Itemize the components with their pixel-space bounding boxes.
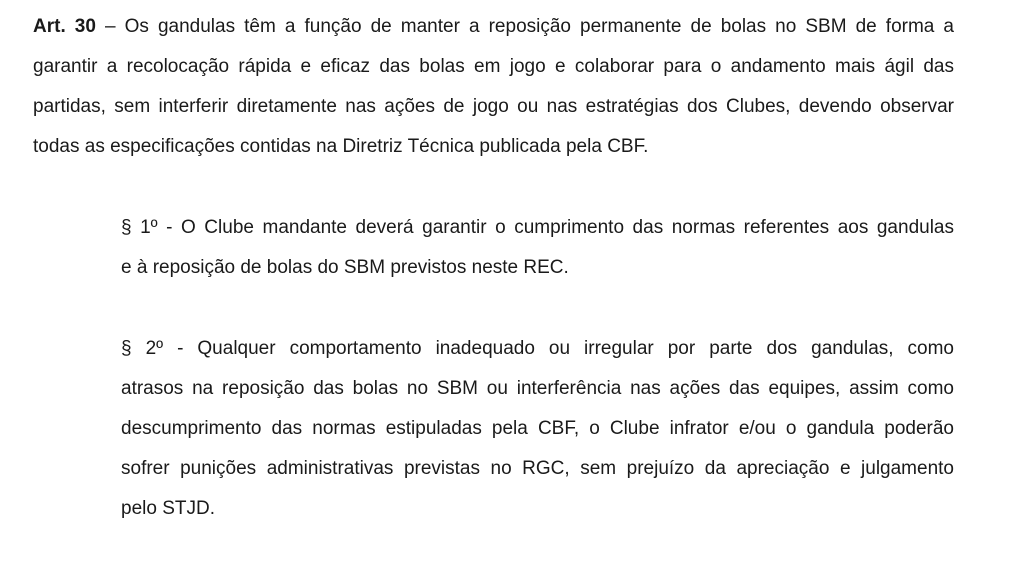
paragraph-1-line-2: e à reposição de bolas do SBM previstos neste REC. bbox=[121, 257, 569, 278]
paragraph-2-line-3: descumprimento das normas estipuladas pela CBF, o Clube infrator e/ou o gandula poderão bbox=[121, 418, 954, 439]
article-line-3: partidas, sem interferir diretamente nas ações de jogo ou nas estratégias dos Clubes, devendo observar bbox=[33, 96, 954, 117]
article-30 bbox=[33, 7, 954, 167]
article-line-2: garantir a recolocação rápida e eficaz das bolas em jogo e colaborar para o andamento mais ágil das bbox=[33, 56, 954, 77]
paragraph-2-line-5: pelo STJD. bbox=[121, 498, 215, 519]
article-line-4: todas as especificações contidas na Diretriz Técnica publicada pela CBF. bbox=[33, 136, 649, 157]
paragraph-2-line-4: sofrer punições administrativas previstas no RGC, sem prejuízo da apreciação e julgamento bbox=[121, 458, 954, 479]
paragraph-1-line-1: § 1º - O Clube mandante deverá garantir o cumprimento das normas referentes aos gandulas bbox=[121, 217, 954, 238]
paragraph-2-line-2: atrasos na reposição das bolas no SBM ou interferência nas ações das equipes, assim como bbox=[121, 378, 954, 399]
article-label: Art. 30 bbox=[33, 16, 96, 37]
paragraph-1 bbox=[121, 208, 954, 288]
article-line-1: Art. 30 – Os gandulas têm a função de manter a reposição permanente de bolas no SBM de forma a bbox=[33, 16, 954, 37]
paragraph-2-line-1: § 2º - Qualquer comportamento inadequado ou irregular por parte dos gandulas, como bbox=[121, 338, 954, 359]
paragraph-2 bbox=[121, 329, 954, 529]
